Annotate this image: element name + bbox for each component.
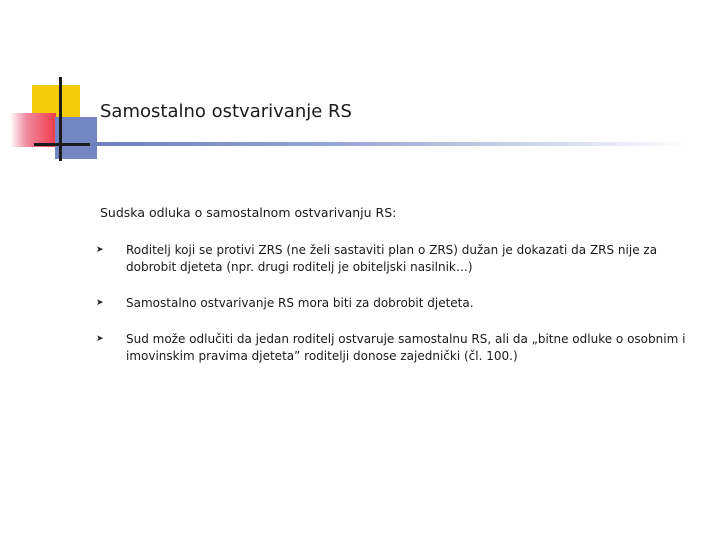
bullet-text: Sud može odlučiti da jedan roditelj ostvaruje samostalnu RS, ali da „bitne odluke o osobnim i imovinskim pravima djeteta” roditelji donose zajednički (čl. 100.) [126,332,686,363]
arrowhead-bullet-icon: ➤ [96,298,104,308]
bullet-text: Samostalno ostvarivanje RS mora biti za dobrobit djeteta. [126,296,474,310]
bullet-list [96,242,706,365]
title-underline-rule [90,142,690,146]
arrowhead-bullet-icon: ➤ [96,245,104,255]
arrowhead-bullet-icon: ➤ [96,334,104,344]
bullet-item [96,295,706,312]
vertical-line-shape [59,77,62,161]
bullet-item [96,331,706,365]
bullet-item [96,242,706,276]
red-gradient-shape [10,113,56,147]
bullet-text: Roditelj koji se protivi ZRS (ne želi sastaviti plan o ZRS) dužan je dokazati da ZRS nije za dobrobit djeteta (npr. drugi roditelj je obiteljski nasilnik…) [126,243,658,274]
horizontal-line-shape [34,143,90,146]
corner-logo-decoration [0,0,720,170]
slide-subtitle: Sudska odluka o samostalnom ostvarivanju RS: [100,205,397,220]
slide-title: Samostalno ostvarivanje RS [100,101,352,122]
